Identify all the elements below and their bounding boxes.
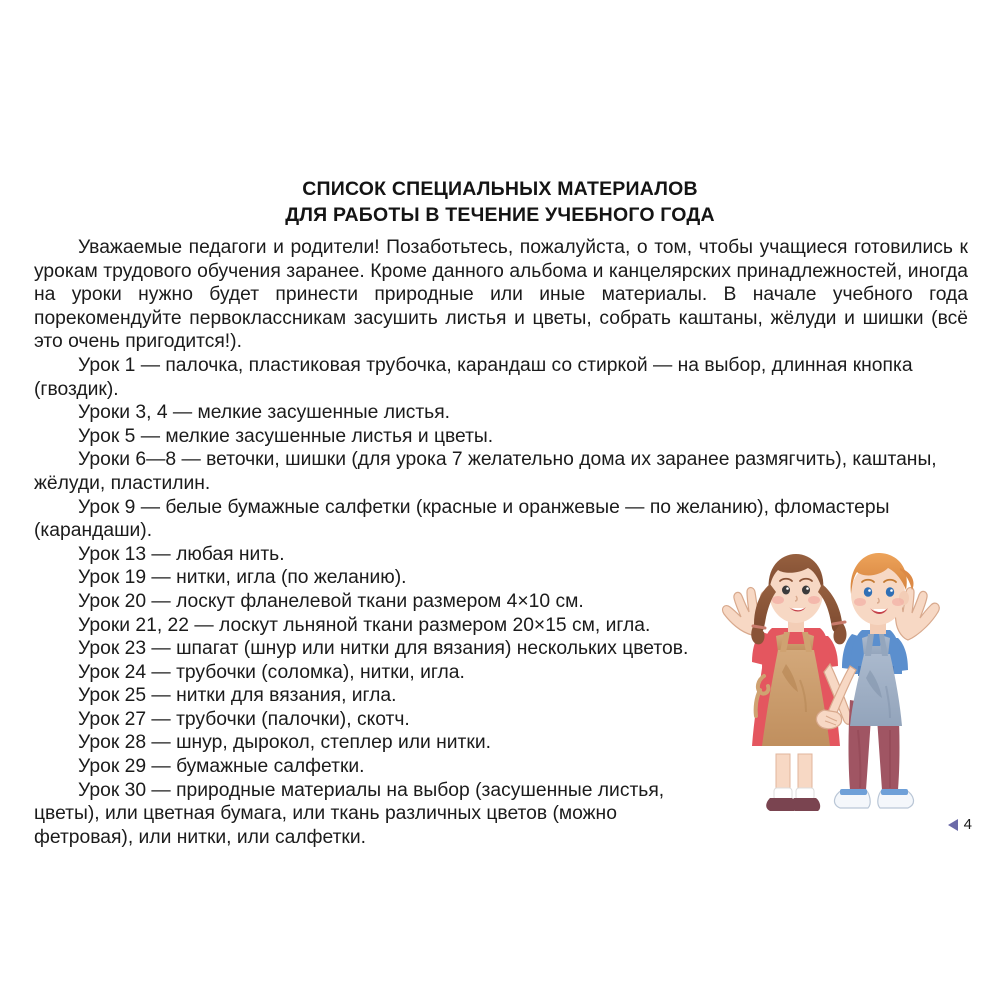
title-line-2: ДЛЯ РАБОТЫ В ТЕЧЕНИЕ УЧЕБНОГО ГОДА <box>285 204 715 226</box>
lesson-line-25: Урок 25 — нитки для вязания, игла. <box>78 685 397 707</box>
lesson-line-20: Урок 20 — лоскут фланелевой ткани размером 4×10 см. <box>78 590 584 612</box>
lesson-line-1: Урок 1 — палочка, пластиковая трубочка, карандаш со стиркой — на выбор, длинная кнопка (гвоздик). <box>34 354 913 400</box>
lesson-line-19: Урок 19 — нитки, игла (по желанию). <box>78 567 407 589</box>
lesson-line-9: Урок 9 — белые бумажные салфетки (красные и оранжевые — по желанию), фломастеры (карандаши). <box>34 496 890 542</box>
boy-figure <box>828 553 940 808</box>
page-marker <box>948 817 972 832</box>
triangle-left-icon <box>948 819 958 831</box>
page-title <box>0 176 1000 228</box>
lesson-line-13: Урок 13 — любая нить. <box>78 543 285 565</box>
lesson-line-30: Урок 30 — природные материалы на выбор (засушенные листья, цветы), или цветная бумага, или ткань различных цветов (можно фетровая), или нитки, или салфетки. <box>34 779 665 848</box>
lesson-line-3-4: Уроки 3, 4 — мелкие засушенные листья. <box>78 402 451 424</box>
lesson-line-6-8: Уроки 6—8 — веточки, шишки (для урока 7 желательно дома их заранее размягчить), каштаны, жёлуди, пластилин. <box>34 449 937 494</box>
lesson-line-27: Урок 27 — трубочки (палочки), скотч. <box>78 708 410 730</box>
lesson-line-29: Урок 29 — бумажные салфетки. <box>78 756 365 778</box>
two-children-waving-illustration <box>700 540 962 825</box>
girl-figure <box>723 554 853 811</box>
lesson-line-5: Урок 5 — мелкие засушенные листья и цветы. <box>78 425 494 447</box>
page-number: 4 <box>963 816 972 833</box>
lesson-line-24: Урок 24 — трубочки (соломка), нитки, игла. <box>78 661 465 683</box>
joined-hands <box>816 710 841 729</box>
intro-paragraph: Уважаемые педагоги и родители! Позаботьтесь, пожалуйста, о том, чтобы учащиеся готовились к урокам трудового обучения заранее. Кроме данного альбома и канцелярских принадлежностей, иногда на уроки нужно будет принести природные или иные материалы. В начале учебного года порекомендуйте первоклассникам засушить листья и цветы, собрать каштаны, жёлуди и шишки (всё это очень пригодится!). <box>34 237 968 353</box>
lesson-line-23: Урок 23 — шпагат (шнур или нитки для вязания) нескольких цветов. <box>78 638 689 660</box>
lesson-line-21-22: Уроки 21, 22 — лоскут льняной ткани размером 20×15 см, игла. <box>78 614 651 636</box>
lesson-line-28: Урок 28 — шнур, дырокол, степлер или нитки. <box>78 732 491 754</box>
title-line-1: СПИСОК СПЕЦИАЛЬНЫХ МАТЕРИАЛОВ <box>302 178 698 200</box>
